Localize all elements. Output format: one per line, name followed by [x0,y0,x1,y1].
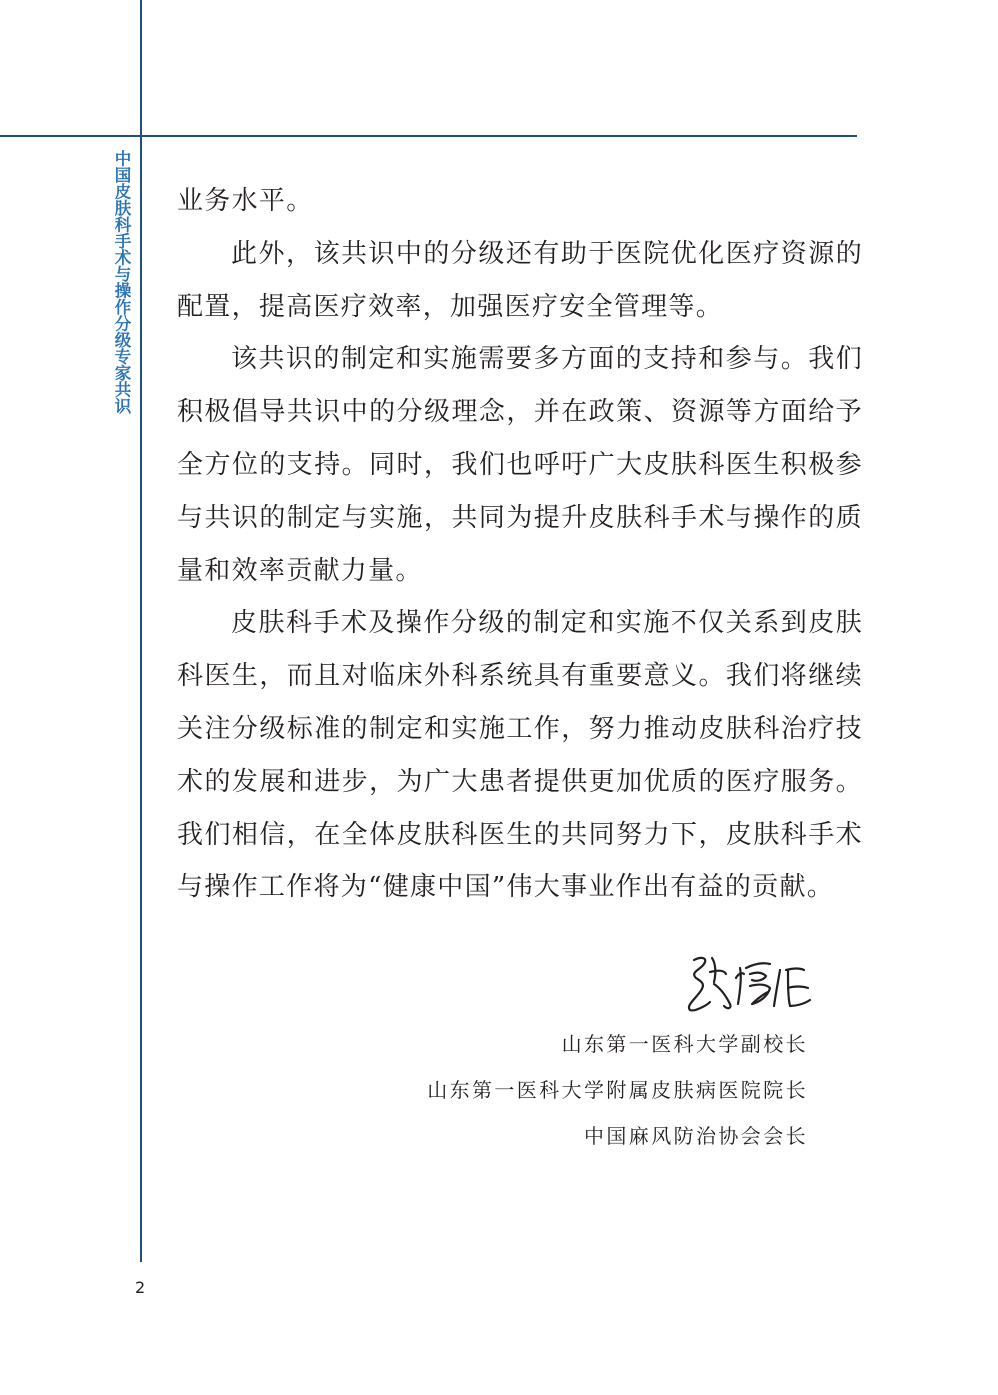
paragraph-continuation: 业务水平。 [177,186,314,216]
page-number: 2 [135,1278,146,1297]
paragraph: 皮肤科手术及操作分级的制定和实施不仅关系到皮肤科医生，而且对临床外科系统具有重要意义。我们将继续关注分级标准的制定和实施工作，努力推动皮肤科治疗技术的发展和进步，为广大患者提供更加优质的医疗服务。我们相信，在全体皮肤科医生的共同努力下，皮肤科手术与操作工作将为“健康中国”伟大事业作出有益的贡献。 [177,608,863,903]
signature-title-line: 山东第一医科大学附属皮肤病医院院长 [427,1078,808,1102]
signature-title-line: 中国麻风防治协会会长 [584,1124,808,1148]
signature-title-line: 山东第一医科大学副校长 [561,1032,808,1056]
handwritten-signature [676,948,816,1020]
paragraph: 此外，该共识中的分级还有助于医院优化医疗资源的配置，提高医疗效率，加强医疗安全管理等。 [177,238,863,322]
header-rule [0,135,857,137]
body-text [177,175,863,914]
signature-titles [427,1021,808,1159]
book-title-vertical: 中国皮肤科手术与操作分级专家共识 [112,150,131,414]
paragraph: 该共识的制定和实施需要多方面的支持和参与。我们积极倡导共识中的分级理念，并在政策、资源等方面给予全方位的支持。同时，我们也呼吁广大皮肤科医生积极参与共识的制定与实施，共同为提升皮肤科手术与操作的质量和效率贡献力量。 [177,344,863,586]
vertical-rule [140,0,142,1262]
